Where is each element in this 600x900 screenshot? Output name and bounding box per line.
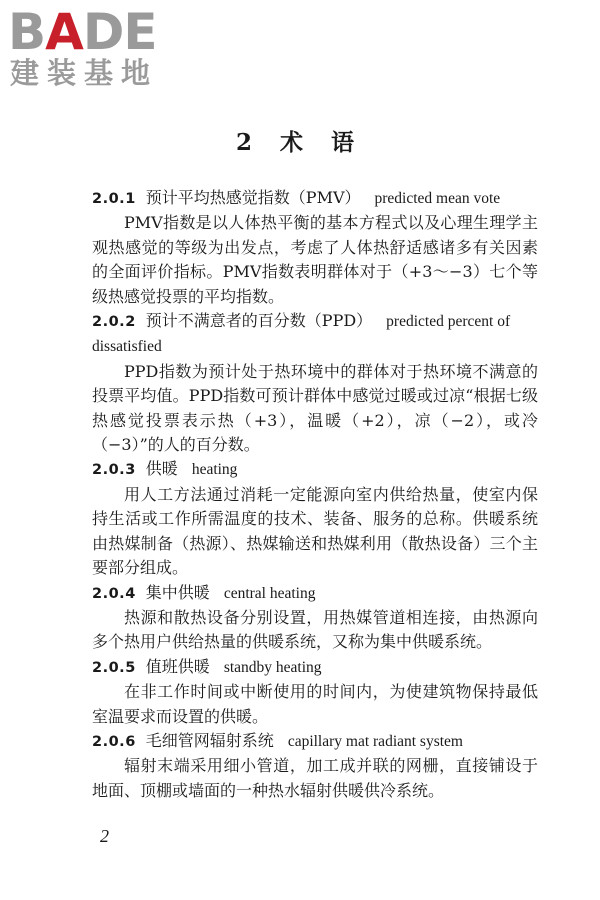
term-chinese-name: 毛细管网辐射系统 (145, 730, 274, 750)
term-heading (92, 309, 538, 360)
term-definition: PMV指数是以人体热平衡的基本方程式以及心理生理学主观热感觉的等级为出发点，考虑了人体热舒适感诸多有关因素的全面评价指标。PMV指数表明群体对于（+3～−3）七个等级热感觉投票的平均指数。 (92, 213, 538, 306)
term-heading (92, 581, 538, 606)
term-heading (92, 457, 538, 482)
logo (8, 4, 178, 96)
term-chinese-name: 供暖 (145, 459, 178, 479)
term-chinese-name: 预计不满意者的百分数（PPD） (145, 311, 373, 331)
term-heading (92, 729, 538, 754)
term-english-name: standby heating (223, 658, 322, 676)
term-english-name: central heating (223, 584, 316, 602)
term-chinese-name: 值班供暖 (145, 656, 210, 676)
term-number: 2.0.3 (92, 462, 136, 479)
term-definition: 用人工方法通过消耗一定能源向室内供给热量，使室内保持生活或工作所需温度的技术、装备、服务的总称。供暖系统由热媒制备（热源）、热媒输送和热媒利用（散热设备）三个主要部分组成。 (92, 484, 538, 578)
logo-chinese-text: 建装基地 (10, 56, 159, 90)
page-number: 2 (100, 826, 109, 846)
term-definition: 热源和散热设备分别设置，用热媒管道相连接，由热源向多个热用户供给热量的供暖系统，又称为集中供暖系统。 (92, 607, 538, 652)
term-number: 2.0.5 (92, 659, 136, 676)
term-english-name: capillary mat radiant system (287, 732, 463, 750)
term-heading (92, 186, 538, 211)
terms-section (92, 186, 538, 803)
term-chinese-name: 预计平均热感觉指数（PMV） (145, 188, 361, 207)
term-chinese-name: 集中供暖 (145, 582, 210, 602)
term-definition: PPD指数为预计处于热环境中的群体对于热环境不满意的投票平均值。PPD指数可预计群体中感觉过暖或过凉“根据七级热感觉投票表示热（+3），温暖（+2），凉（−2），或冷（−3）”的人的百分数。 (92, 361, 538, 455)
term-english-name: heating (191, 461, 238, 479)
term-number: 2.0.2 (92, 314, 136, 331)
term-number: 2.0.1 (92, 191, 136, 207)
logo-wordmark-de: DE (82, 3, 157, 61)
term-english-name: predicted mean vote (374, 190, 501, 207)
logo-wordmark (8, 4, 157, 60)
logo-wordmark-a: A (45, 3, 83, 61)
term-definition: 辐射末端采用细小管道，加工成并联的网栅，直接铺设于地面、顶棚或墙面的一种热水辐射供暖供冷系统。 (92, 756, 538, 800)
term-number: 2.0.4 (92, 585, 136, 602)
chapter-title: 2 术 语 (235, 129, 365, 156)
logo-wordmark-b: B (8, 3, 46, 61)
term-english-name: predicted percent of dissatisfied (92, 313, 511, 356)
term-heading (92, 655, 538, 680)
term-number: 2.0.6 (92, 733, 136, 750)
term-definition: 在非工作时间或中断使用的时间内，为使建筑物保持最低室温要求而设置的供暖。 (92, 682, 538, 726)
